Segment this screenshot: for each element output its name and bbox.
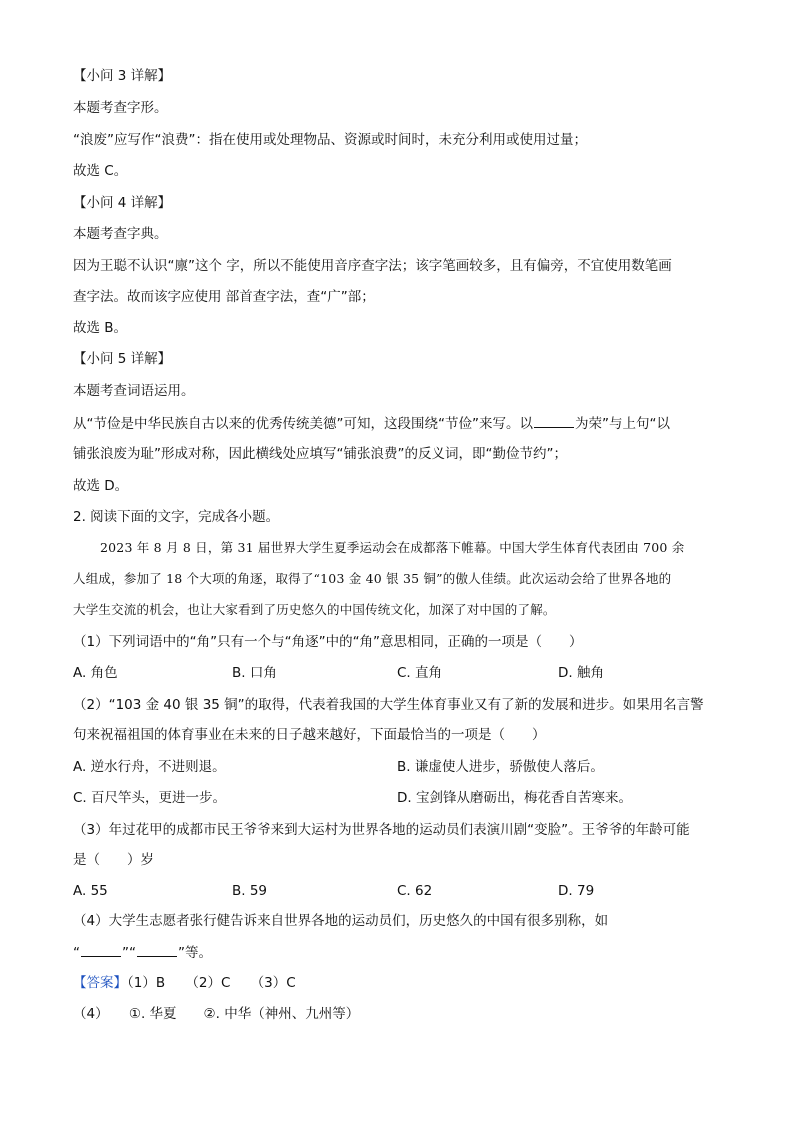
answer-line2: （4） ①. 华夏 ②. 中华（神州、九州等） [73,1006,360,1022]
q3-explanation: “浪废”应写作“浪费”：指在使用或处理物品、资源或时间时，未充分利用或使用过量； [73,132,587,148]
q5-explanation-part-a: 从“节俭是中华民族自古以来的优秀传统美德”可知，这段围绕“节俭”来写。以 [73,416,533,432]
quote-open: “ [73,945,80,961]
passage-line1: 2023 年 8 月 8 日，第 31 届世界大学生夏季运动会在成都落下帷幕。中国大学生体育代表团由 700 余 [100,540,685,555]
q5-heading: 【小问 5 详解】 [73,351,172,367]
q4-topic: 本题考查字典。 [73,226,168,242]
q5-explanation-line1 [73,413,734,434]
sub1-option-b: B. 口角 [232,665,277,681]
quote-close: ”等。 [178,945,212,961]
q4-explanation-line1: 因为王聪不认识“廪”这个 字，所以不能使用音序查字法；该字笔画较多，且有偏旁，不宜使用数笔画 [73,258,672,274]
q3-topic: 本题考查字形。 [73,100,168,116]
answer-values: （1）B （2）C （3）C [127,975,296,991]
q5-choice: 故选 D。 [73,478,129,494]
q4-choice: 故选 B。 [73,320,128,336]
fill-blank [534,413,574,428]
fill-blank-1 [81,942,121,957]
sub1-question: （1）下列词语中的“角”只有一个与“角逐”中的“角”意思相同，正确的一项是（ ） [73,634,583,650]
q5-explanation-line2: 铺张浪废为耻”形成对称，因此横线处应填写“铺张浪费”的反义词，即“勤俭节约”； [73,446,567,462]
sub3-option-a: A. 55 [73,883,108,899]
sub1-option-a: A. 角色 [73,665,118,681]
sub2-option-d: D. 宝剑锋从磨砺出，梅花香自苦寒来。 [397,790,632,806]
q5-explanation-part-b: 为荣”与上句“以 [574,416,670,432]
sub2-option-c: C. 百尺竿头，更进一步。 [73,790,227,806]
fill-blank-2 [137,942,177,957]
sub3-option-b: B. 59 [232,883,268,899]
sub1-option-c: C. 直角 [397,665,443,681]
passage-line3: 大学生交流的机会，也让大家看到了历史悠久的中国传统文化，加深了对中国的了解。 [73,602,556,617]
sub3-option-c: C. 62 [397,883,433,899]
sub3-question-line2: 是（ ）岁 [73,852,154,868]
q4-heading: 【小问 4 详解】 [73,195,172,211]
quote-mid: ”“ [122,945,136,961]
sub4-question-line2 [73,942,734,963]
passage-line2: 人组成，参加了 18 个大项的角逐，取得了“103 金 40 银 35 铜”的傲人佳绩。此次运动会给了世界各地的 [73,571,672,586]
sub2-question-line1: （2）“103 金 40 银 35 铜”的取得，代表着我国的大学生体育事业又有了新的发展和进步。如果用名言警 [73,697,704,713]
q3-choice: 故选 C。 [73,163,128,179]
answer-line1 [73,973,734,993]
section2-intro: 2. 阅读下面的文字，完成各小题。 [73,509,280,525]
sub3-option-d: D. 79 [558,883,595,899]
sub2-question-line2: 句来祝福祖国的体育事业在未来的日子越来越好，下面最恰当的一项是（ ） [73,727,546,743]
sub4-question-line1: （4）大学生志愿者张行健告诉来自世界各地的运动员们，历史悠久的中国有很多别称，如 [73,913,609,929]
sub1-option-d: D. 触角 [558,665,604,681]
q4-explanation-line2: 查字法。故而该字应使用 部首查字法，查“广”部； [73,289,375,305]
q5-topic: 本题考查词语运用。 [73,383,195,399]
sub2-option-b: B. 谦虚使人进步，骄傲使人落后。 [397,759,604,775]
answer-label: 【答案】 [73,975,127,991]
sub3-question-line1: （3）年过花甲的成都市民王爷爷来到大运村为世界各地的运动员们表演川剧“变脸”。王爷爷的年龄可能 [73,822,690,838]
sub2-option-a: A. 逆水行舟，不进则退。 [73,759,226,775]
q3-heading: 【小问 3 详解】 [73,68,172,84]
